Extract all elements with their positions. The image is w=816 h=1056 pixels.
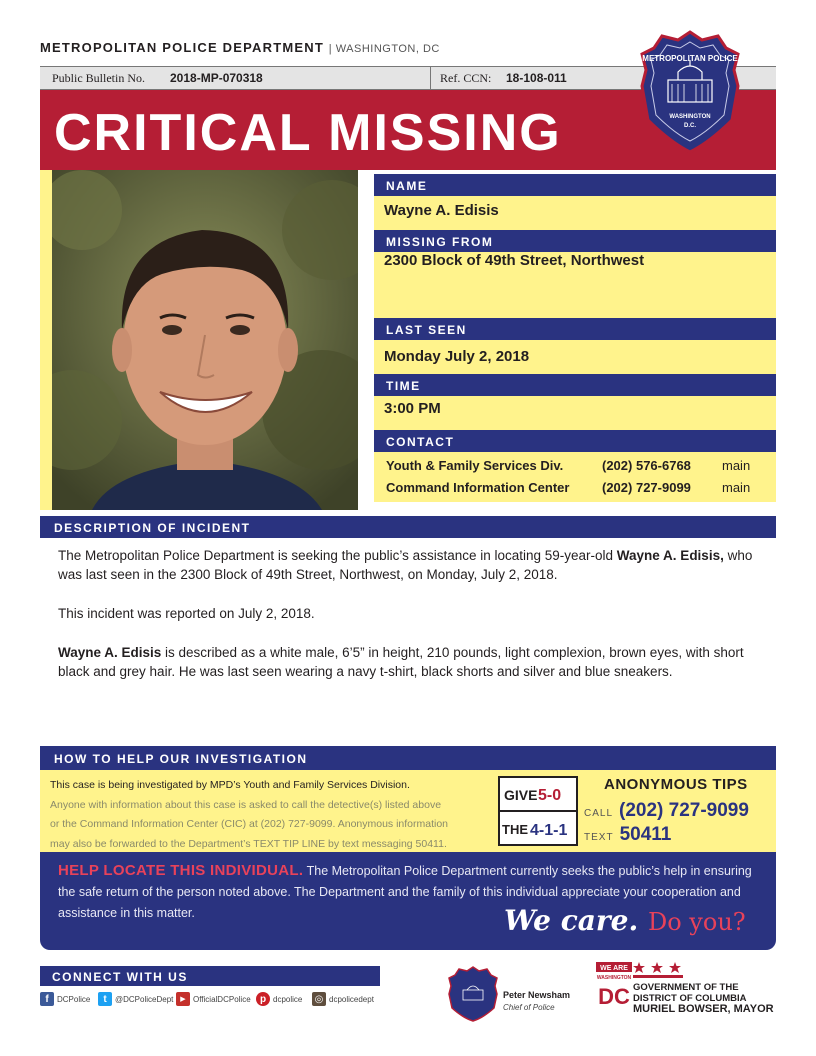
call-label: CALL (584, 808, 614, 819)
page-title: CRITICAL MISSING (54, 104, 562, 162)
social-link-youtube[interactable] (176, 992, 251, 1006)
contact-type: main (722, 458, 751, 473)
bulletin-divider (430, 67, 431, 89)
we-are-text: WE ARE (600, 965, 628, 972)
info-panel (374, 174, 776, 502)
social-handle: DCPolice (57, 994, 91, 1004)
contact-phone[interactable]: (202) 727-9099 (602, 480, 691, 495)
gov-line: DISTRICT OF COLUMBIA (633, 992, 747, 1004)
social-handle: dcpolicedept (329, 994, 374, 1004)
help-line: or the Command Information Center (CIC) at (202) 727-9099. Anonymous information (50, 818, 449, 830)
instagram-icon: ◎ (312, 992, 326, 1006)
last-seen-label: LAST SEEN (374, 318, 776, 340)
last-seen-value: Monday July 2, 2018 (374, 340, 776, 374)
social-link-instagram[interactable] (312, 992, 374, 1006)
contact-phone[interactable]: (202) 576-6768 (602, 458, 691, 473)
locate-title: HELP LOCATE THIS INDIVIDUAL. (58, 862, 304, 879)
help-instructions (50, 776, 490, 854)
we-care-text: We care. (504, 904, 639, 937)
text-number[interactable]: 50411 (619, 824, 672, 845)
description-body (40, 538, 776, 681)
department-location: | WASHINGTON, DC (328, 43, 440, 55)
desc-name: Wayne A. Edisis (58, 645, 162, 660)
dc-initials: DC (598, 984, 630, 1009)
social-link-pinterest[interactable] (256, 992, 302, 1006)
contact-list (374, 452, 776, 502)
desc-name: Wayne A. Edisis, (616, 548, 724, 563)
department-name: METROPOLITAN POLICE DEPARTMENT (40, 40, 324, 55)
department-header (40, 40, 440, 55)
twitter-icon: t (98, 992, 112, 1006)
chief-name: Peter Newsham (503, 990, 571, 1000)
chief-title: Chief of Police (503, 1003, 555, 1012)
pinterest-icon: p (256, 992, 270, 1006)
badge-bottom-text: WASHINGTON (669, 114, 711, 120)
left-accent-strip (40, 170, 52, 510)
description-paragraph-1 (58, 546, 758, 584)
give-50-logo (498, 776, 578, 846)
contact-label: CONTACT (374, 430, 776, 452)
description-label: DESCRIPTION OF INCIDENT (40, 516, 776, 538)
call-number[interactable]: (202) 727-9099 (619, 800, 749, 821)
desc-text: who was last seen in the 2300 Block of 49th Street, Northwest, on Monday, July 2, 2018. (58, 548, 753, 582)
give-text: GIVE (504, 787, 538, 803)
contact-type: main (722, 480, 751, 495)
the-text: THE (502, 822, 528, 837)
social-links (40, 992, 400, 1012)
washington-text: WASHINGTON (596, 975, 632, 981)
dc-flag-icon (633, 960, 693, 980)
do-you-text: Do you? (647, 908, 746, 936)
name-label: NAME (374, 174, 776, 196)
anonymous-tips-title: ANONYMOUS TIPS (604, 776, 748, 793)
youtube-icon: ▶ (176, 992, 190, 1006)
missing-from-text: 2300 Block of 49th Street, Northwest (384, 252, 645, 269)
police-badge-logo (640, 30, 740, 154)
missing-from-label: MISSING FROM (374, 230, 776, 252)
facebook-icon: f (40, 992, 54, 1006)
description-paragraph-3 (58, 643, 758, 681)
desc-text: is described as a white male, 6’5” in height, 210 pounds, light complexion, brown eyes, with short black and grey hair. He was last seen wearing a navy t-shirt, black shorts and silver and blue sneakers. (58, 645, 744, 679)
dc-government-logo (596, 962, 632, 1016)
connect-label: CONNECT WITH US (40, 966, 380, 986)
mayor-line: MURIEL BOWSER, MAYOR (633, 1003, 774, 1015)
missing-person-photo (52, 170, 358, 510)
call-row (584, 800, 749, 822)
five-o-text: 5-0 (538, 787, 562, 804)
description-paragraph-2: This incident was reported on July 2, 2018. (58, 606, 315, 621)
social-handle: @DCPoliceDept (115, 994, 174, 1004)
contact-name: Youth & Family Services Div. (386, 458, 564, 473)
badge-top-text: METROPOLITAN POLICE (642, 54, 738, 63)
contact-name: Command Information Center (386, 480, 570, 495)
chief-badge-icon (448, 966, 498, 1022)
ccn-number: 18-108-011 (506, 71, 567, 85)
we-care-slogan (504, 904, 746, 937)
text-label: TEXT (584, 832, 614, 843)
social-link-twitter[interactable] (98, 992, 173, 1006)
bulletin-number: 2018-MP-070318 (170, 71, 263, 85)
desc-text: The Metropolitan Police Department is seeking the public’s assistance in locating 59-year-old (58, 548, 617, 563)
ccn-label: Ref. CCN: (440, 71, 492, 85)
help-label: HOW TO HELP OUR INVESTIGATION (40, 746, 776, 770)
social-handle: dcpolice (273, 994, 303, 1004)
time-value: 3:00 PM (374, 396, 776, 430)
gov-line: GOVERNMENT OF THE (633, 982, 739, 993)
social-handle: OfficialDCPolice (193, 994, 251, 1004)
bulletin-label: Public Bulletin No. (52, 71, 145, 85)
help-line: Anyone with information about this case is asked to call the detective(s) listed above (50, 798, 442, 811)
contact-row (374, 476, 776, 498)
four-one-one-text: 4-1-1 (530, 822, 568, 839)
help-line: This case is being investigated by MPD’s Youth and Family Services Division. (50, 779, 410, 791)
name-value: Wayne A. Edisis (374, 196, 776, 230)
time-label: TIME (374, 374, 776, 396)
locate-body: The Metropolitan Police Department currently seeks the public’s help in ensuring the safe return of the person noted above. The Department and the family of this individual appreciate your cooperation and assistance in this matter. (58, 864, 752, 920)
missing-from-value (374, 252, 776, 318)
text-row (584, 824, 671, 846)
description-section (40, 516, 776, 701)
dc-government-text (633, 983, 774, 1015)
social-link-facebook[interactable] (40, 992, 90, 1006)
badge-dc-text: D.C. (684, 123, 696, 129)
help-line: may also be forwarded to the Department’s TEXT TIP LINE by text messaging 50411. (50, 837, 447, 850)
contact-row (374, 454, 776, 476)
